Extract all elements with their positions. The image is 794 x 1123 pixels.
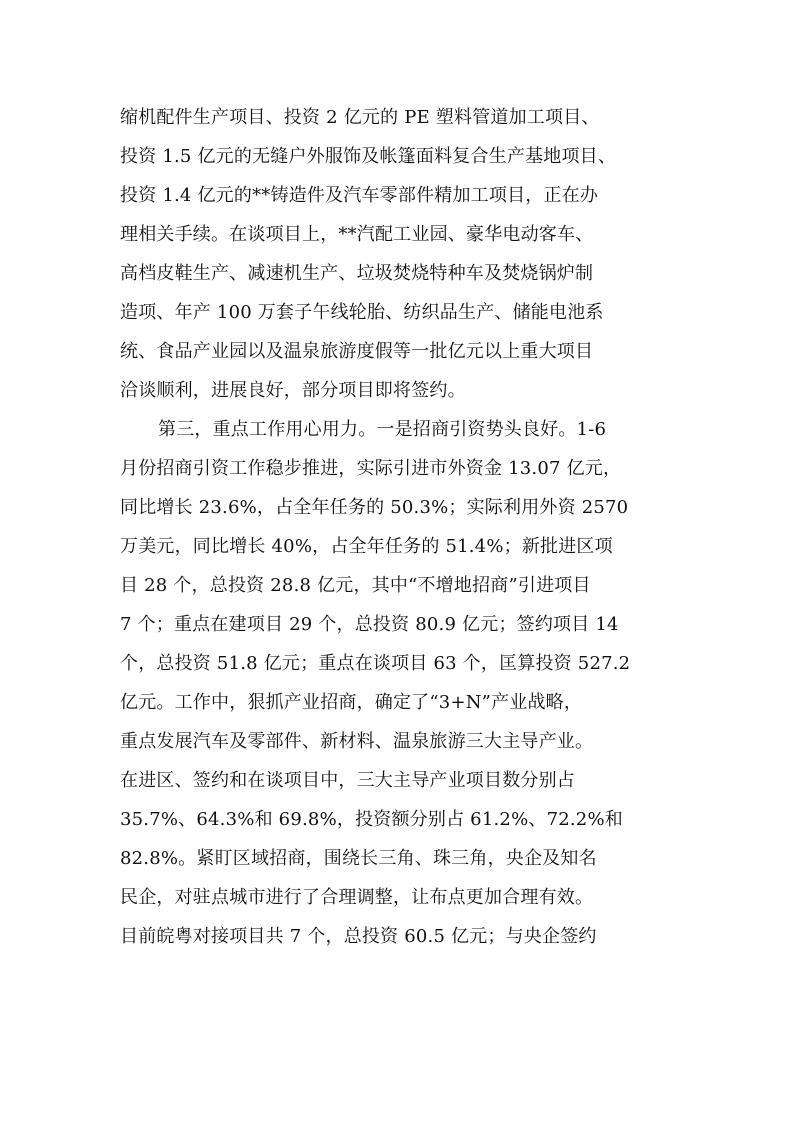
paragraph-start-line: 第三，重点工作用心用力。一是招商引资势头良好。1-6 xyxy=(158,419,607,440)
text-line: 统、食品产业园以及温泉旅游度假等一批亿元以上重大项目 xyxy=(120,341,594,362)
text-line: 重点发展汽车及零部件、新材料、温泉旅游三大主导产业。 xyxy=(120,731,594,752)
text-line: 万美元，同比增长 40%，占全年任务的 51.4%；新批进区项 xyxy=(120,536,613,557)
text-line: 高档皮鞋生产、减速机生产、垃圾焚烧特种车及焚烧锅炉制 xyxy=(120,263,594,284)
text-line: 35.7%、64.3%和 69.8%，投资额分别占 61.2%、72.2%和 xyxy=(120,809,623,830)
text-line: 理相关手续。在谈项目上，**汽配工业园、豪华电动客车、 xyxy=(120,224,594,245)
text-line: 洽谈顺利，进展良好，部分项目即将签约。 xyxy=(120,380,466,401)
text-line: 缩机配件生产项目、投资 2 亿元的 PE 塑料管道加工项目、 xyxy=(120,107,600,128)
text-line: 目前皖粤对接项目共 7 个，总投资 60.5 亿元；与央企签约 xyxy=(120,926,597,947)
text-line: 月份招商引资工作稳步推进，实际引进市外资金 13.07 亿元， xyxy=(120,458,622,479)
text-line: 目 28 个，总投资 28.8 亿元，其中“不增地招商”引进项目 xyxy=(120,575,591,596)
text-line: 同比增长 23.6%，占全年任务的 50.3%；实际利用外资 2570 xyxy=(120,497,629,518)
text-line: 82.8%。紧盯区域招商，围绕长三角、珠三角，央企及知名 xyxy=(120,848,597,869)
text-line: 造项、年产 100 万套子午线轮胎、纺织品生产、储能电池系 xyxy=(120,302,604,323)
text-line: 投资 1.4 亿元的**铸造件及汽车零部件精加工项目，正在办 xyxy=(120,185,599,206)
text-line: 在进区、签约和在谈项目中，三大主导产业项目数分别占 xyxy=(120,770,575,791)
text-line: 亿元。工作中，狠抓产业招商，确定了“3+N”产业战略， xyxy=(120,692,583,713)
text-line: 个，总投资 51.8 亿元；重点在谈项目 63 个，匡算投资 527.2 xyxy=(120,653,631,674)
text-line: 投资 1.5 亿元的无缝户外服饰及帐篷面料复合生产基地项目、 xyxy=(120,146,617,167)
text-line: 7 个；重点在建项目 29 个，总投资 80.9 亿元；签约项目 14 xyxy=(120,614,619,635)
text-line: 民企，对驻点城市进行了合理调整，让布点更加合理有效。 xyxy=(120,887,594,908)
